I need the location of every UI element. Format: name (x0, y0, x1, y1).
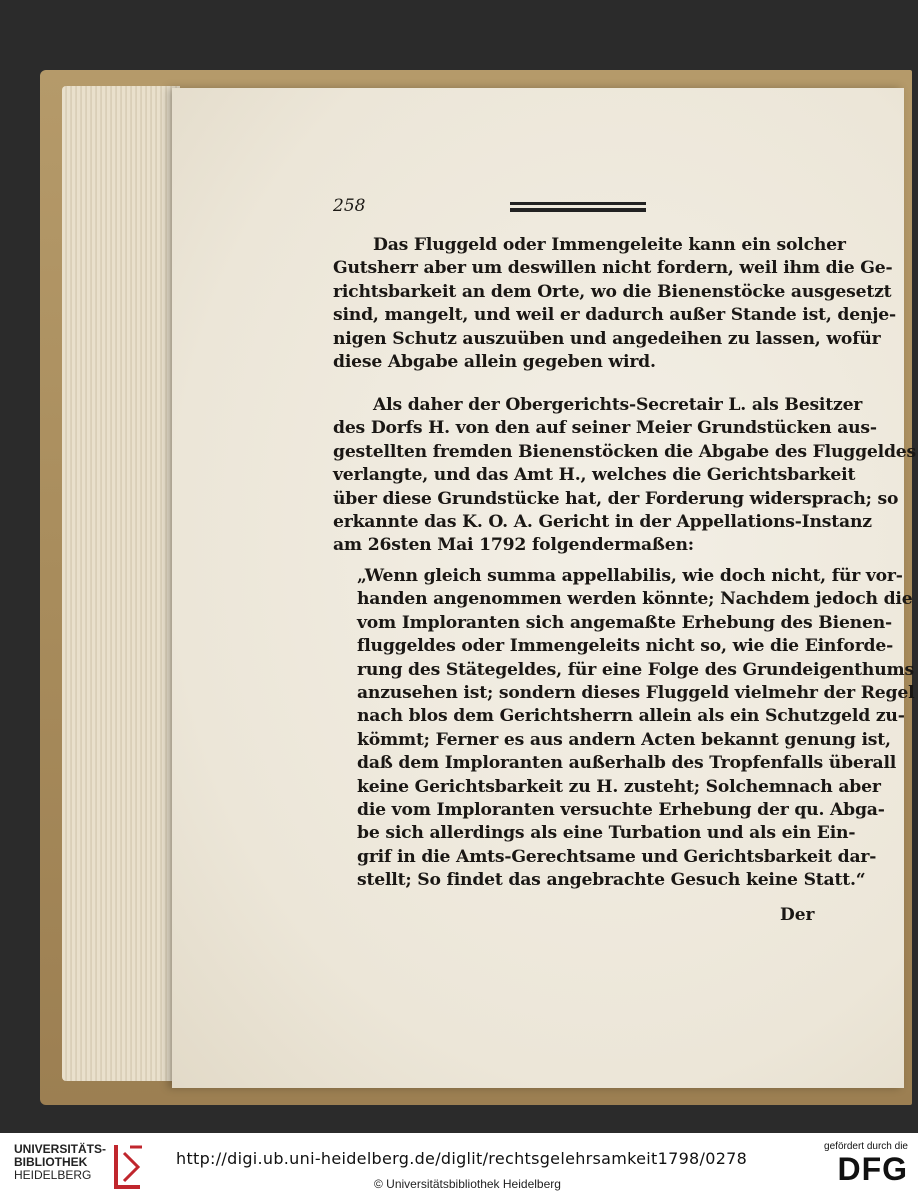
dfg-logo[interactable] (812, 1141, 908, 1186)
text-line: am 26sten Mai 1792 folgendermaßen: (333, 535, 694, 556)
footer-bar (0, 1133, 918, 1201)
text-line: daß dem Imploranten außerhalb des Tropfenfalls überall (357, 753, 897, 774)
text-line: „Wenn gleich summa appellabilis, wie doch nicht, für vor- (357, 566, 903, 586)
text-line: Als daher der Obergerichts-Secretair L. als Besitzer (373, 395, 863, 415)
text-line: Gutsherr aber um deswillen nicht fordern, weil ihm die Ge- (333, 258, 893, 279)
text-line: keine Gerichtsbarkeit zu H. zusteht; Solchemnach aber (357, 776, 881, 797)
text-line: anzusehen ist; sondern dieses Fluggeld vielmehr der Regel (357, 683, 915, 704)
text-line: grif in die Amts-Gerechtsame und Gerichtsbarkeit dar- (357, 846, 877, 867)
header-rule (510, 202, 646, 212)
page-number: 258 (333, 196, 366, 216)
paragraph-2 (333, 394, 916, 558)
text-line: erkannte das K. O. A. Gericht in der Appellations-Instanz (333, 512, 872, 533)
paragraph-1 (333, 234, 896, 374)
text-line: über diese Grundstücke hat, der Forderung widersprach; so (333, 488, 899, 509)
ub-mark-icon (112, 1143, 146, 1193)
library-logo[interactable] (14, 1143, 154, 1193)
text-line: des Dorfs H. von den auf seiner Meier Grundstücken aus- (333, 418, 877, 439)
library-name-line3: HEIDELBERG (14, 1168, 92, 1182)
text-line: gestellten fremden Bienenstöcken die Abgabe des Fluggeldes (333, 441, 916, 462)
text-line: stellt; So findet das angebrachte Gesuch keine Statt.“ (357, 870, 866, 891)
text-line: Das Fluggeld oder Immengeleite kann ein solcher (373, 235, 846, 255)
catchword: Der (780, 905, 815, 925)
library-name-line2: BIBLIOTHEK (14, 1155, 88, 1169)
funding-org: DFG (837, 1151, 908, 1187)
text-line: sind, mangelt, und weil er dadurch außer Stande ist, denje- (333, 305, 896, 326)
text-line: diese Abgabe allein gegeben wird. (333, 352, 656, 373)
text-line: richtsbarkeit an dem Orte, wo die Bienenstöcke ausgesetzt (333, 281, 892, 302)
text-line: verlangte, und das Amt H., welches die Gerichtsbarkeit (333, 465, 856, 486)
text-line: vom Imploranten sich angemaßte Erhebung des Bienen- (357, 612, 892, 633)
library-name-line1: UNIVERSITÄTS- (14, 1142, 107, 1156)
paragraph-3-quote (357, 565, 915, 893)
copyright-notice: © Universitätsbibliothek Heidelberg (374, 1177, 561, 1191)
text-line: handen angenommen werden könnte; Nachdem jedoch die (357, 589, 913, 610)
funding-label: gefördert durch die (824, 1141, 908, 1152)
text-line: kömmt; Ferner es aus andern Acten bekannt genung ist, (357, 729, 891, 750)
text-line: nigen Schutz auszuüben und angedeihen zu lassen, wofür (333, 328, 881, 349)
page-edges (62, 86, 180, 1081)
text-line: be sich allerdings als eine Turbation und als ein Ein- (357, 823, 856, 844)
text-line: die vom Imploranten versuchte Erhebung der qu. Abga- (357, 800, 885, 821)
text-line: fluggeldes oder Immengeleits nicht so, wie die Einforde- (357, 636, 894, 657)
permalink-url[interactable]: http://digi.ub.uni-heidelberg.de/diglit/rechtsgelehrsamkeit1798/0278 (176, 1149, 748, 1168)
text-line: nach blos dem Gerichtsherrn allein als ein Schutzgeld zu- (357, 706, 905, 727)
text-line: rung des Stätegeldes, für eine Folge des Grundeigenthums (357, 659, 914, 680)
